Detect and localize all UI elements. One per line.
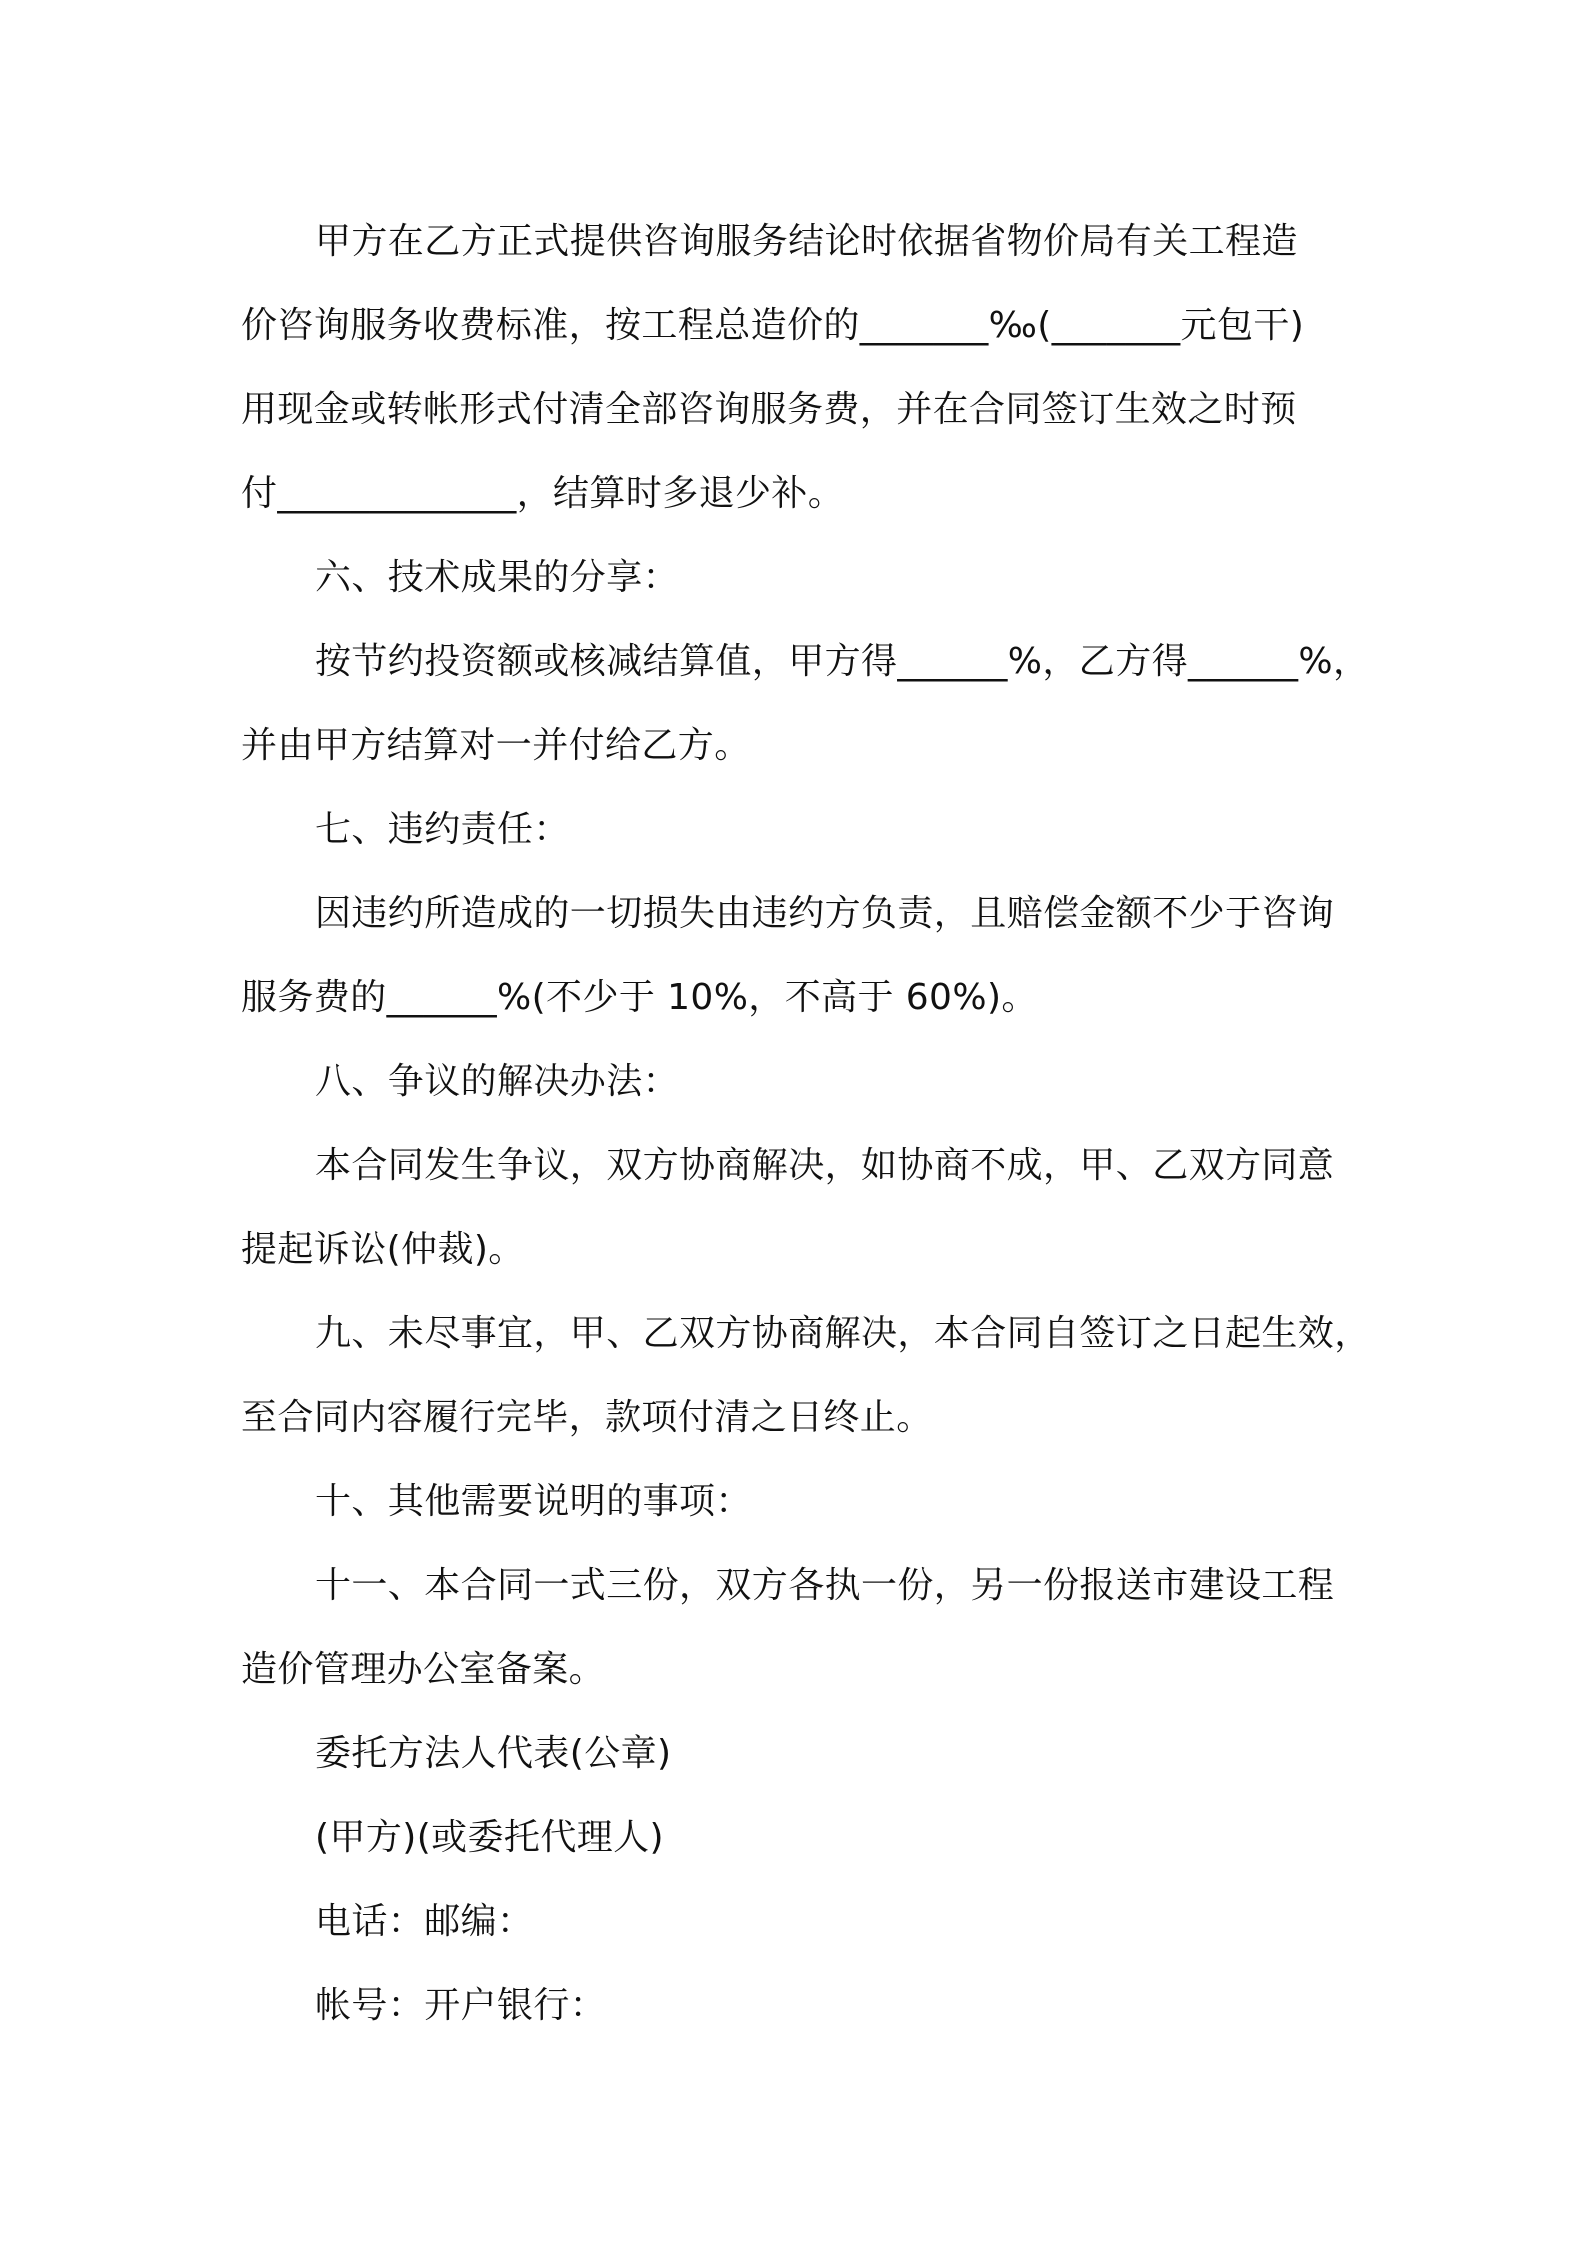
section-heading: 六、技术成果的分享：: [315, 557, 680, 598]
signature-party-a: (甲方)(或委托代理人): [315, 1817, 664, 1858]
paragraph-section-11: [241, 1544, 1361, 1712]
heading-section-8: [241, 1040, 1361, 1124]
text-line: 本合同发生争议，双方协商解决，如协商不成，甲、乙双方同意: [315, 1145, 1335, 1186]
section-heading: 八、争议的解决办法：: [315, 1061, 680, 1102]
section-heading: 十、其他需要说明的事项：: [315, 1481, 752, 1522]
section-heading: 七、违约责任：: [315, 809, 570, 850]
text-line: 造价管理办公室备案。: [241, 1649, 606, 1690]
text-line: 十一、本合同一式三份，双方各执一份，另一份报送市建设工程: [315, 1565, 1335, 1606]
signature-account-bank: 帐号：开户银行：: [315, 1985, 607, 2026]
text-line: 并由甲方结算对一并付给乙方。: [241, 725, 751, 766]
text-line: 提起诉讼(仲裁)。: [241, 1229, 525, 1270]
text-line: 用现金或转帐形式付清全部咨询服务费，并在合同签订生效之时预: [241, 389, 1297, 430]
paragraph-breach-liability: [241, 872, 1361, 1040]
text-line: 甲方在乙方正式提供咨询服务结论时依据省物价局有关工程造: [315, 221, 1298, 262]
paragraph-consulting-fee: [241, 200, 1361, 536]
text-line: 付_____________，结算时多退少补。: [241, 473, 845, 514]
text-line: 因违约所造成的一切损失由违约方负责，且赔偿金额不少于咨询: [315, 893, 1335, 934]
signature-block: [241, 1712, 1361, 2048]
paragraph-result-sharing: [241, 620, 1370, 788]
signature-phone-postcode: 电话：邮编：: [315, 1901, 534, 1942]
paragraph-section-9: [241, 1292, 1371, 1460]
document-body: [241, 200, 1371, 2048]
text-line: 价咨询服务收费标准，按工程总造价的_______‰(_______元包干): [241, 305, 1305, 346]
heading-section-10: [241, 1460, 1361, 1544]
text-line: 至合同内容履行完毕，款项付清之日终止。: [241, 1397, 933, 1438]
heading-section-6: [241, 536, 1361, 620]
paragraph-dispute-resolution: [241, 1124, 1361, 1292]
heading-section-7: [241, 788, 1361, 872]
text-line: 九、未尽事宜，甲、乙双方协商解决，本合同自签订之日起生效，: [315, 1313, 1371, 1354]
text-line: 按节约投资额或核减结算值，甲方得______%，乙方得______%，: [315, 641, 1370, 682]
signature-client-representative: 委托方法人代表(公章): [315, 1733, 672, 1774]
text-line: 服务费的______%(不少于 10%，不高于 60%)。: [241, 977, 1038, 1018]
